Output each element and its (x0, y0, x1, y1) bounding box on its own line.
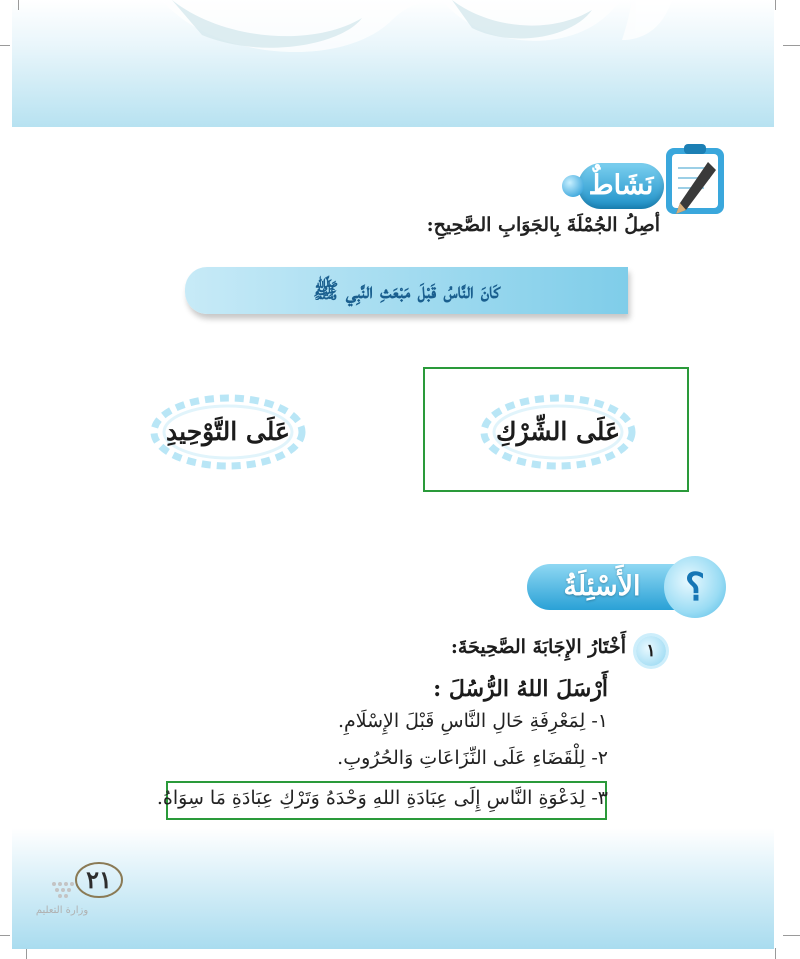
question-option-1[interactable]: ١- لِمَعْرِفَةِ حَالِ النَّاسِ قَبْلَ الإِسْلَامِ. (337, 710, 608, 732)
question-number: ١ (636, 636, 666, 666)
stem-text: كَانَ النَّاسُ قَبْلَ مَبْعَثِ النَّبِي ﷺ (313, 278, 500, 303)
question-option-3[interactable]: ٣- لِدَعْوَةِ النَّاسِ إِلَى عِبَادَةِ اللهِ وَحْدَهُ وَتَرْكِ عِبَادَةِ مَا سِوَاهُ. (156, 787, 608, 809)
question-option-2[interactable]: ٢- لِلْقَضَاءِ عَلَى النِّزَاعَاتِ وَالحُرُوبِ. (337, 747, 608, 769)
crop-mark (0, 935, 10, 936)
footer-band (12, 828, 774, 949)
question-instruction: أَخْتَارُ الإِجَابَةَ الصَّحِيحَةَ: (450, 636, 626, 658)
ministry-logo-icon (50, 880, 80, 900)
page-number: ٢١ (86, 865, 112, 894)
questions-title: الأَسْئِلَةُ (563, 571, 641, 602)
crop-mark (775, 0, 776, 10)
crop-mark (775, 948, 776, 959)
question-mark-icon: ؟ (684, 564, 706, 609)
activity-title: نَشَاطٌ (588, 170, 654, 201)
activity-instruction: أصِلُ الجُمْلَةَ بِالجَوَابِ الصَّحِيحِ: (426, 214, 660, 236)
crop-mark (0, 45, 10, 46)
question-stem: أَرْسَلَ اللهُ الرُّسُلَ : (433, 676, 608, 702)
answer-option-shirk[interactable]: عَلَى الشِّرْكِ (496, 417, 620, 446)
header-band (12, 0, 774, 127)
crop-mark (783, 935, 800, 936)
crop-mark (26, 948, 27, 959)
crop-mark (18, 0, 19, 10)
ministry-logo-text: وزارة التعليم (35, 905, 89, 916)
clipboard-pen-icon (660, 140, 730, 220)
answer-option-tawhid[interactable]: عَلَى التَّوْحِيدِ (166, 417, 290, 446)
header-ornament (12, 0, 774, 127)
crop-mark (783, 45, 800, 46)
